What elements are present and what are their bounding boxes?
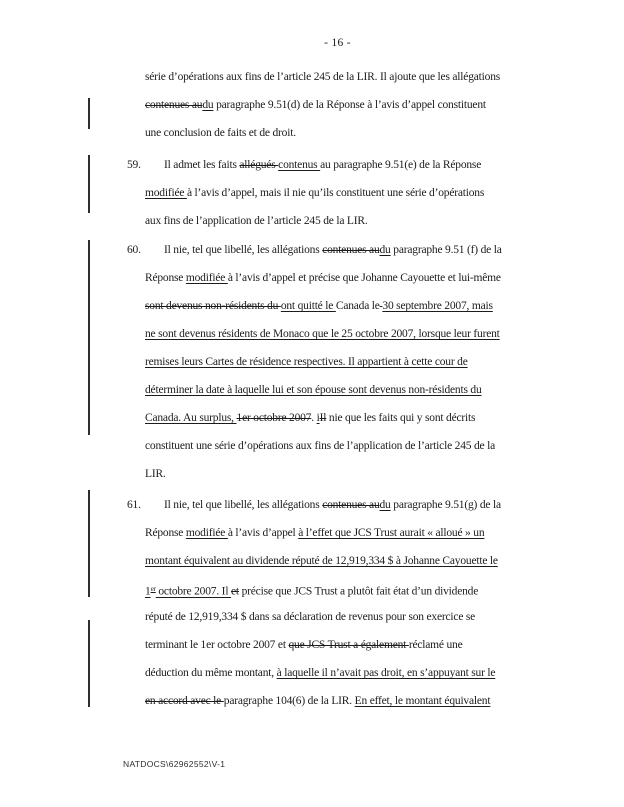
numbered-paragraph bbox=[127, 151, 595, 235]
text-line bbox=[145, 519, 595, 547]
inserted-text: modifiée bbox=[185, 527, 228, 539]
text-run: paragraphe 9.51(d) de la Réponse à l’avis d’appel constituent bbox=[213, 99, 486, 111]
inserted-text: déterminer la date à laquelle lui et son épouse sont devenus non-résidents du bbox=[145, 384, 482, 396]
text-line bbox=[145, 631, 595, 659]
inserted-text: ne sont devenus résidents de Monaco que le 25 octobre 2007, lorsque leur furent bbox=[145, 328, 500, 340]
inserted-text: octobre 2007. Il bbox=[155, 585, 231, 598]
text-line bbox=[145, 575, 595, 603]
text-line bbox=[145, 547, 595, 575]
text-run: Réponse bbox=[145, 527, 186, 539]
text-line bbox=[145, 264, 595, 292]
numbered-paragraph bbox=[127, 491, 595, 715]
text-run: Il admet les faits bbox=[164, 159, 240, 171]
text-run: paragraphe 9.51 (f) de la bbox=[390, 244, 502, 256]
text-line bbox=[145, 91, 595, 119]
inserted-text: En effet, le montant équivalent bbox=[354, 695, 491, 707]
text-run: Canada le bbox=[335, 300, 380, 312]
text-run: réputé de 12,919,334 $ dans sa déclaration de revenus pour son exercice se bbox=[145, 611, 476, 623]
text-run: constituent une série d’opérations aux fins de l’application de l’article 245 de la bbox=[145, 440, 495, 452]
text-run: à l’avis d’appel et précise que Johanne Cayouette et lui-même bbox=[227, 272, 501, 284]
text-line bbox=[145, 659, 595, 687]
text-line bbox=[145, 179, 595, 207]
inserted-text: er bbox=[150, 585, 156, 593]
deleted-text: contenues au bbox=[145, 99, 203, 111]
text-line bbox=[145, 320, 595, 348]
paragraph bbox=[145, 63, 595, 147]
text-line bbox=[145, 119, 595, 147]
document-id-footer: NATDOCS\62962552\V-1 bbox=[123, 759, 226, 769]
text-line bbox=[145, 207, 595, 235]
change-bar bbox=[88, 490, 90, 597]
text-run: aux fins de l’application de l’article 245 de la LIR. bbox=[145, 215, 368, 227]
paragraph-number: 60. bbox=[127, 244, 141, 256]
text-line bbox=[145, 348, 595, 376]
inserted-text: à l’effet que JCS Trust aurait « alloué » un bbox=[298, 527, 485, 539]
text-line bbox=[145, 432, 595, 460]
text-run: paragraphe 104(6) de la LIR. bbox=[223, 695, 355, 707]
deleted-text: contenues au bbox=[322, 244, 380, 256]
text-line bbox=[145, 292, 595, 320]
inserted-text: i bbox=[316, 412, 320, 424]
paragraph-number: 61. bbox=[127, 499, 141, 511]
inserted-text: ont quitté le bbox=[280, 300, 336, 312]
inserted-text: du bbox=[202, 99, 214, 111]
change-bar bbox=[88, 240, 90, 435]
deleted-text: en accord avec le bbox=[145, 695, 224, 707]
inserted-text: modifiée bbox=[185, 272, 228, 284]
deleted-text: contenues au bbox=[322, 499, 380, 511]
text-run: Il nie, tel que libellé, les allégations bbox=[164, 244, 323, 256]
inserted-text: modifiée bbox=[145, 187, 187, 199]
text-line bbox=[127, 151, 595, 179]
inserted-text: du bbox=[379, 244, 391, 256]
deleted-text: Il bbox=[319, 412, 327, 424]
change-bar bbox=[88, 620, 90, 707]
inserted-text: remises leurs Cartes de résidence respectives. Il appartient à cette cour de bbox=[145, 356, 468, 368]
text-run: réclamé une bbox=[408, 639, 463, 651]
text-line bbox=[145, 603, 595, 631]
text-run: précise que JCS Trust a plutôt fait état d’un dividende bbox=[238, 585, 479, 598]
text-run: à l’avis d’appel, mais il nie qu’ils constituent une série d’opérations bbox=[186, 187, 485, 199]
text-run: nie que les faits qui y sont décrits bbox=[326, 412, 476, 424]
text-line bbox=[127, 236, 595, 264]
text-run: à l’avis d’appel bbox=[227, 527, 299, 539]
inserted-text: Canada. Au surplus, bbox=[145, 412, 237, 424]
text-run: une conclusion de faits et de droit. bbox=[145, 127, 296, 139]
inserted-text: contenus bbox=[278, 159, 321, 171]
text-run: terminant le 1er octobre 2007 et bbox=[145, 639, 289, 651]
deleted-text: sont devenus non-résidents du bbox=[145, 300, 281, 312]
deleted-text: que JCS Trust a également bbox=[288, 639, 409, 651]
text-run: au paragraphe 9.51(e) de la Réponse bbox=[320, 159, 482, 171]
inserted-text: à laquelle il n’avait pas droit, en s’appuyant sur le bbox=[276, 667, 496, 679]
inserted-text: montant équivalent au dividende réputé de 12,919,334 $ à Johanne Cayouette le bbox=[145, 555, 498, 567]
text-run: LIR. bbox=[145, 468, 166, 480]
text-line bbox=[127, 491, 595, 519]
change-bar bbox=[88, 155, 90, 213]
deleted-text: allégués bbox=[239, 159, 279, 171]
numbered-paragraph bbox=[127, 236, 595, 488]
text-run: Réponse bbox=[145, 272, 186, 284]
text-line bbox=[145, 460, 595, 488]
text-run: série d’opérations aux fins de l’article 245 de la LIR. Il ajoute que les allégations bbox=[145, 71, 501, 83]
text-run: paragraphe 9.51(g) de la bbox=[390, 499, 501, 511]
text-line bbox=[145, 376, 595, 404]
text-line bbox=[145, 404, 595, 432]
text-line bbox=[145, 687, 595, 715]
inserted-text: 30 septembre 2007, mais bbox=[382, 300, 493, 312]
page-number: - 16 - bbox=[324, 37, 351, 49]
paragraph-number: 59. bbox=[127, 159, 141, 171]
text-run: Il nie, tel que libellé, les allégations bbox=[164, 499, 323, 511]
text-run: déduction du même montant, bbox=[145, 667, 277, 679]
deleted-text: 1er octobre 2007 bbox=[236, 412, 312, 424]
deleted-text: et bbox=[231, 585, 239, 598]
inserted-text: du bbox=[379, 499, 391, 511]
text-line bbox=[145, 63, 595, 91]
change-bar bbox=[88, 98, 90, 129]
inserted-text: 1 bbox=[145, 585, 151, 598]
text-run: . bbox=[311, 412, 317, 424]
